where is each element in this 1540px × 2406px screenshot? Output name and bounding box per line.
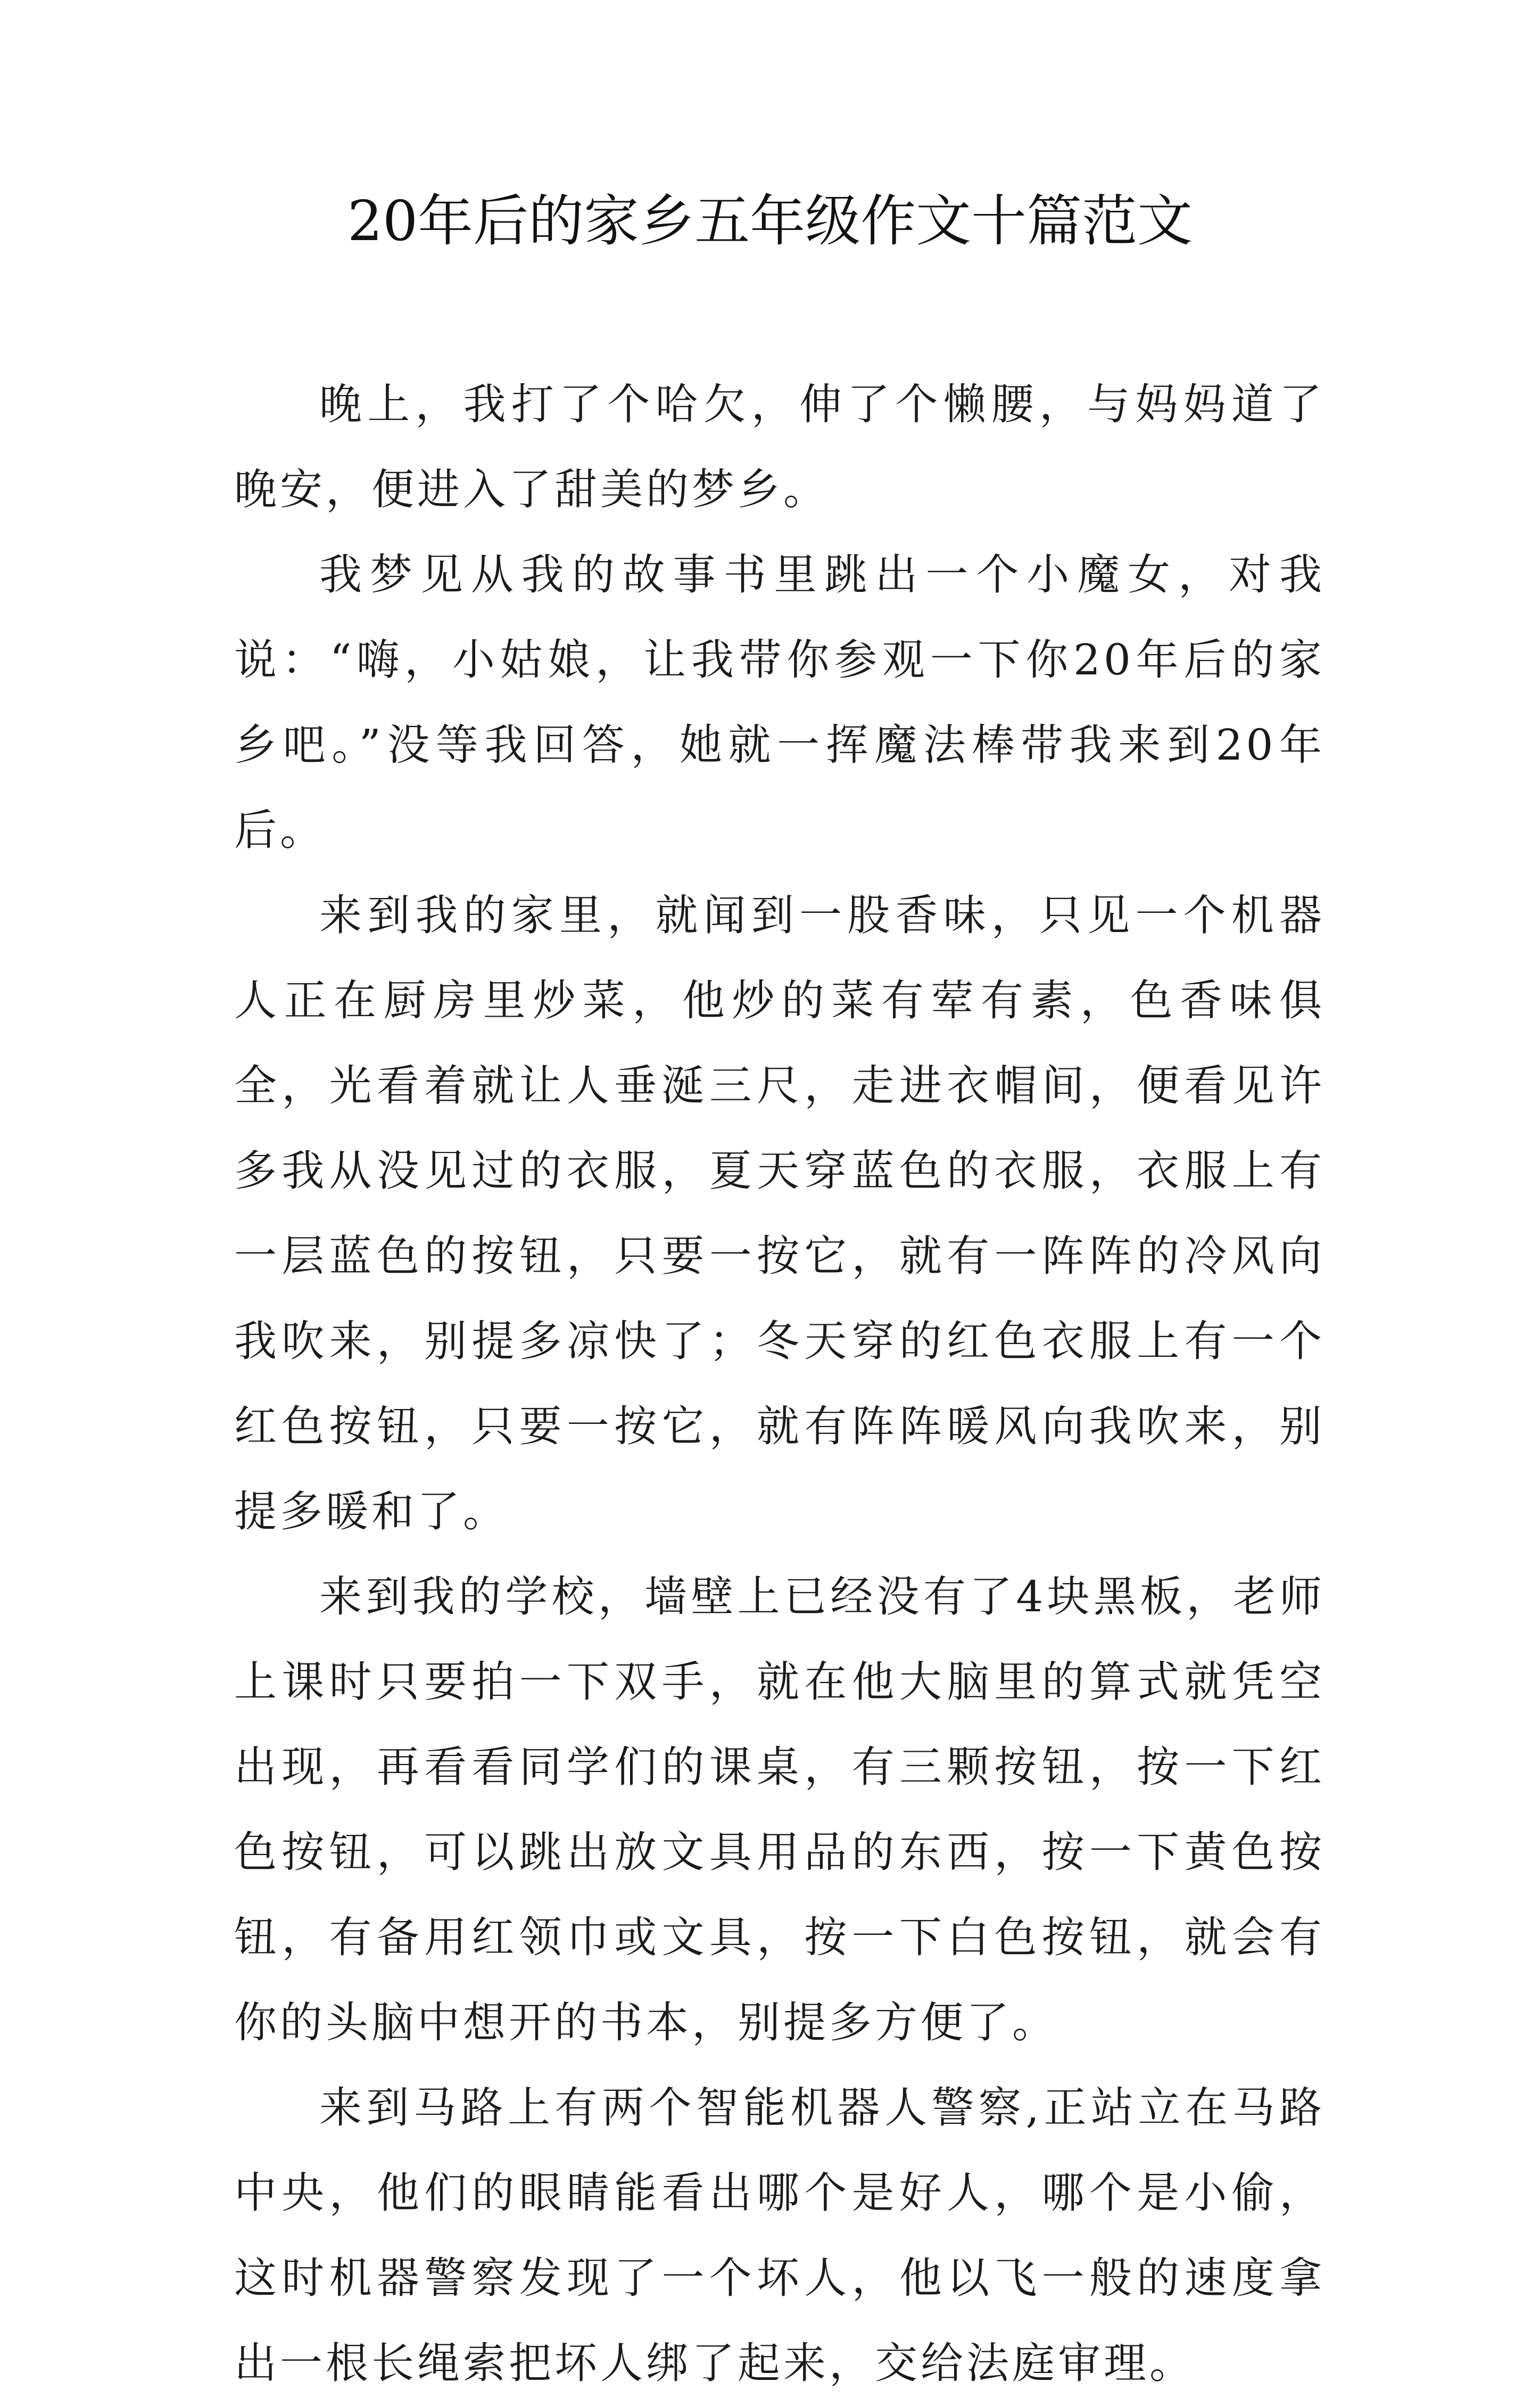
paragraph: 来到我的学校，墙壁上已经没有了4块黑板，老师上课时只要拍一下双手，就在他大脑里的算式就凭空出现，再看看同学们的课桌，有三颗按钮，按一下红色按钮，可以跳出放文具用品的东西，按一下黄色按钮，有备用红领巾或文具，按一下白色按钮，就会有你的头脑中想开的书本，别提多方便了。 xyxy=(234,1572,1325,2047)
document-title: 20年后的家乡五年级作文十篇范文 xyxy=(347,188,1193,253)
paragraph: 来到马路上有两个智能机器人警察,正站立在马路中央，他们的眼睛能看出哪个是好人，哪个是小偷，这时机器警察发现了一个坏人，他以飞一般的速度拿出一根长绳索把坏人绑了起来，交给法庭审理。 xyxy=(234,2083,1325,2388)
paragraph: 晚上，我打了个哈欠，伸了个懒腰，与妈妈道了晚安，便进入了甜美的梦乡。 xyxy=(234,380,1325,514)
paragraph: 我梦见从我的故事书里跳出一个小魔女，对我说：“嗨，小姑娘，让我带你参观一下你20年后的家乡吧。”没等我回答，她就一挥魔法棒带我来到20年后。 xyxy=(234,550,1325,855)
paragraph: 来到我的家里，就闻到一股香味，只见一个机器人正在厨房里炒菜，他炒的菜有荤有素，色香味俱全，光看着就让人垂涎三尺，走进衣帽间，便看见许多我从没见过的衣服，夏天穿蓝色的衣服，衣服上有一层蓝色的按钮，只要一按它，就有一阵阵的冷风向我吹来，别提多凉快了；冬天穿的红色衣服上有一个红色按钮，只要一按它，就有阵阵暖风向我吹来，别提多暖和了。 xyxy=(234,891,1325,1536)
document-body xyxy=(234,362,1325,2406)
